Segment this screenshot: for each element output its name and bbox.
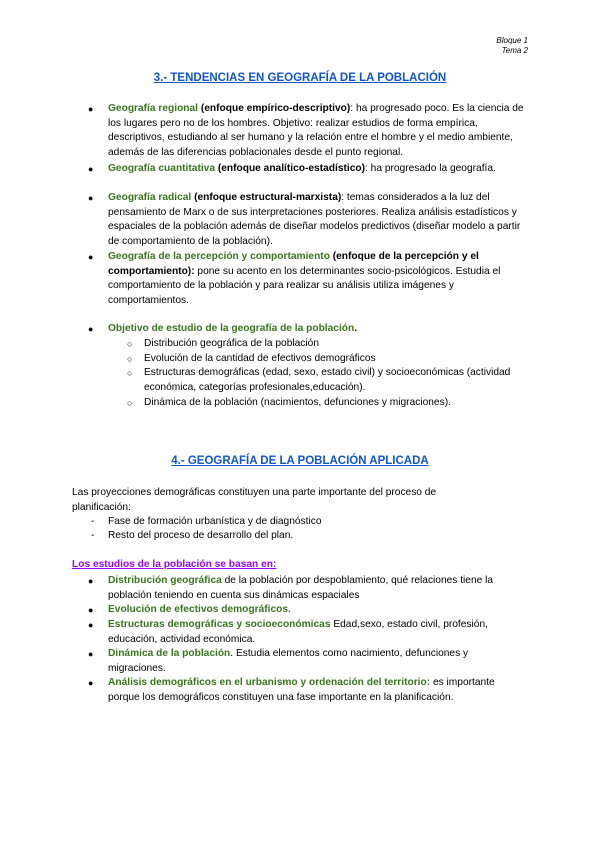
study-name: Evolución de efectivos demográficos.	[108, 604, 291, 615]
item-text: : ha progresado la geografía.	[365, 163, 496, 174]
circle-bullet-icon: ○	[127, 339, 133, 349]
bullet-icon: ●	[88, 649, 94, 659]
phase-item: Fase de formación urbanística y de diagnóstico	[108, 516, 322, 527]
bullet-icon: ●	[88, 605, 94, 615]
item-name: Geografía cuantitativa	[108, 163, 215, 174]
phase-item: Resto del proceso de desarrollo del plan.	[108, 530, 294, 541]
study-name: Distribución geográfica	[108, 575, 222, 586]
bullet-icon: ●	[88, 324, 94, 334]
bullet-icon: ●	[88, 252, 94, 262]
study-text: . Estudia elementos como nacimiento, defunciones y migraciones.	[108, 648, 469, 674]
study-name: Estructuras demográficas y socioeconómicas	[108, 619, 331, 630]
item-text: : temas considerados a la luz del pensamiento de Marx o de sus interpretaciones posteriores. Realiza análisis estadísticos y espaciales de la población además de diseñar modelos predictivos (diseñar modelo a partir de comportamiento de la población).	[108, 192, 521, 247]
item-approach: (enfoque estructural-marxista)	[191, 192, 342, 203]
sub-list-item: Evolución de la cantidad de efectivos demográficos	[144, 353, 376, 364]
study-item	[108, 647, 528, 676]
item-approach: (enfoque empírico-descriptivo)	[198, 103, 351, 114]
study-item	[108, 618, 528, 647]
study-item	[108, 574, 528, 603]
dash-bullet: -	[91, 530, 95, 541]
circle-bullet-icon: ○	[127, 368, 133, 378]
sub-list-item: Dinámica de la población (nacimientos, defunciones y migraciones).	[144, 397, 451, 408]
bullet-icon: ●	[88, 620, 94, 630]
sub-list-item: Estructuras demográficas (edad, sexo, estado civil) y socioeconómicas (actividad económica, categorías profesionales,educación).	[144, 367, 511, 393]
study-item	[108, 603, 528, 618]
list-item	[108, 250, 528, 308]
circle-bullet-icon: ○	[127, 398, 133, 408]
study-text: Edad,sexo, estado civil, profesión, educación, actividad económica.	[108, 619, 488, 645]
bullet-icon: ●	[88, 104, 94, 114]
intro-paragraph: Las proyecciones demográficas constituyen una parte importante del proceso de planificación:	[72, 487, 437, 513]
header-block: Bloque 1	[496, 36, 528, 45]
item-approach: (enfoque analítico-estadístico)	[215, 163, 366, 174]
dash-bullet: -	[91, 516, 95, 527]
bullet-icon: ●	[88, 164, 94, 174]
section-3-title: 3.- TENDENCIAS EN GEOGRAFÍA DE LA POBLACIÓN	[153, 72, 447, 84]
bullet-icon: ●	[88, 678, 94, 688]
study-text: es importante porque los demográficos constituyen una fase importante en la planificación.	[108, 677, 495, 703]
bullet-icon: ●	[88, 576, 94, 586]
objective-label: Objetivo de estudio de la geografía de la población	[108, 323, 355, 334]
item-name: Geografía de la percepción y comportamiento	[108, 251, 330, 262]
sub-list-item: Distribución geográfica de la población	[144, 338, 319, 349]
item-text: pone su acento en los determinantes socio-psicológicos. Estudia el comportamiento de la población y para realizar su análisis utiliza imágenes y comportamientos.	[108, 265, 501, 306]
header-topic: Tema 2	[501, 46, 528, 55]
list-item	[108, 191, 528, 249]
list-item	[108, 102, 528, 160]
objective-heading	[108, 322, 528, 337]
objective-period: .	[354, 323, 358, 334]
item-text: : ha progresado poco. Es la ciencia de los lugares pero no de los hombres. Objetivo: realizar estudios de forma empírica, descriptivos, estudiando al ser humano y la relación entre el hombre y el medio ambiente, además de las diferencias poblacionales desde el punto regional.	[108, 103, 524, 158]
bullet-icon: ●	[88, 193, 94, 203]
circle-bullet-icon: ○	[127, 354, 133, 364]
section-4-title: 4.- GEOGRAFÍA DE LA POBLACIÓN APLICADA	[171, 455, 429, 467]
study-name: Análisis demográficos en el urbanismo y ordenación del territorio:	[108, 677, 431, 688]
list-item	[108, 162, 508, 177]
study-text: de la población por despoblamiento, qué relaciones tiene la población teniendo en cuenta sus dinámicas espaciales	[108, 575, 494, 601]
study-item	[108, 676, 508, 705]
study-name: Dinámica de la población	[108, 648, 231, 659]
page-header	[496, 36, 528, 56]
item-approach: (enfoque de la percepción y el comportamiento):	[108, 251, 479, 277]
item-name: Geografía radical	[108, 192, 192, 203]
studies-heading: Los estudios de la población se basan en:	[72, 559, 277, 570]
item-name: Geografía regional	[108, 103, 199, 114]
